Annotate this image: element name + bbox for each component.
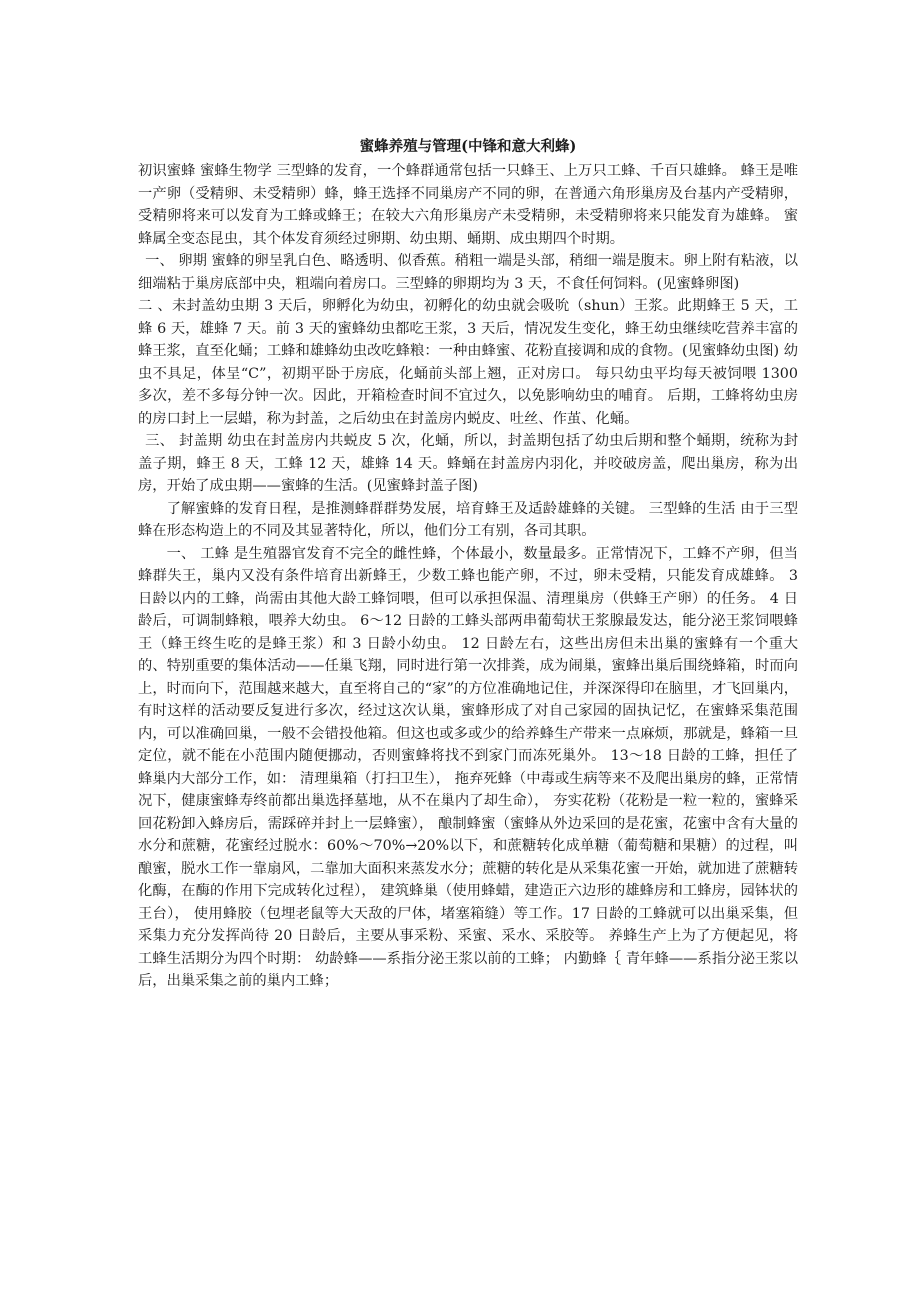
document-title: 蜜蜂养殖与管理(中锋和意大利蜂) (359, 138, 577, 155)
paragraph-development-summary: 了解蜜蜂的发育日程，是推测蜂群群势发展，培育蜂王及适龄雄蜂的关键。 三型蜂的生活 由于三型蜂在形态构造上的不同及其显著特化，所以，他们分工有别，各司其职。 (138, 500, 798, 539)
paragraph-egg-stage: 一、 卵期 蜜蜂的卵呈乳白色、略透明、似香蕉。稍粗一端是头部，稍细一端是腹末。卵上附有粘液，以细端粘于巢房底部中央，粗端向着房口。三型蜂的卵期均为 3 天，不食任何饲料。(见蜜蜂卵图) (138, 253, 798, 292)
document-body (138, 160, 798, 993)
paragraph-intro: 初识蜜蜂 蜜蜂生物学 三型蜂的发育，一个蜂群通常包括一只蜂王、上万只工蜂、千百只雄蜂。 蜂王是唯一产卵（受精卵、未受精卵）蜂，蜂王选择不同巢房产不同的卵，在普通六角形巢房及台基内产受精卵，受精卵将来可以发育为工蜂或蜂王；在较大六角形巢房产未受精卵，未受精卵将来只能发育为雄蜂。 蜜蜂属全变态昆虫，其个体发育须经过卵期、幼虫期、蛹期、成虫期四个时期。 (138, 163, 798, 247)
paragraph-capped-stage: 三、 封盖期 幼虫在封盖房内共蜕皮 5 次，化蛹，所以，封盖期包括了幼虫后期和整个蛹期，统称为封盖子期，蜂王 8 天，工蜂 12 天，雄蜂 14 天。蜂蛹在封盖房内羽化，并咬破房盖，爬出巢房，称为出房，开始了成虫期——蜜蜂的生活。(见蜜蜂封盖子图) (138, 433, 798, 494)
paragraph-larva-stage: 二 、未封盖幼虫期 3 天后，卵孵化为幼虫，初孵化的幼虫就会吸吮（shun）王浆。此期蜂王 5 天，工蜂 6 天，雄蜂 7 天。前 3 天的蜜蜂幼虫都吃王浆，3 天后，情况发生变化，蜂王幼虫继续吃营养丰富的蜂王浆，直至化蛹；工蜂和雄蜂幼虫改吃蜂粮：一种由蜂蜜、花粉直接调和成的食物。(见蜜蜂幼虫图) 幼虫不具足，体呈“C”，初期平卧于房底，化蛹前头部上翘，正对房口。 每只幼虫平均每天被饲喂 1300 多次，差不多每分钟一次。因此，开箱检查时间不宜过久，以免影响幼虫的哺育。 后期，工蜂将幼虫房的房口封上一层蜡，称为封盖，之后幼虫在封盖房内蜕皮、吐丝、作茧、化蛹。 (138, 298, 798, 427)
paragraph-worker-bee: 一、 工蜂 是生殖器官发育不完全的雌性蜂，个体最小，数量最多。正常情况下，工蜂不产卵，但当蜂群失王，巢内又没有条件培育出新蜂王，少数工蜂也能产卵，不过，卵未受精，只能发育成雄蜂。 3 日龄以内的工蜂，尚需由其他大龄工蜂饲喂，但可以承担保温、清理巢房（供蜂王产卵）的任务。 4 日龄后，可调制蜂粮，喂养大幼虫。 6～12 日龄的工蜂头部两串葡萄状王浆腺最发达，能分泌王浆饲喂蜂王（蜂王终生吃的是蜂王浆）和 3 日龄小幼虫。 12 日龄左右，这些出房但未出巢的蜜蜂有一个重大的、特别重要的集体活动——任巢飞翔，同时进行第一次排粪，成为闹巢，蜜蜂出巢后围绕蜂箱，时而向上，时而向下，范围越来越大，直至将自己的“家”的方位准确地记住，并深深得印在脑里，才飞回巢内，有时这样的活动要反复进行多次，经过这次认巢，蜜蜂形成了对自己家园的固执记忆，在蜜蜂采集范围内，可以准确回巢，一般不会错投他箱。但这也或多或少的给养蜂生产带来一点麻烦，那就是，蜂箱一旦定位，就不能在小范围内随便挪动，否则蜜蜂将找不到家门而冻死巢外。 13～18 日龄的工蜂，担任了蜂巢内大部分工作，如： 清理巢箱（打扫卫生）， 拖弃死蜂（中毒或生病等来不及爬出巢房的蜂，正常情况下，健康蜜蜂寿终前都出巢选择墓地，从不在巢内了却生命）， 夯实花粉（花粉是一粒一粒的，蜜蜂采回花粉卸入蜂房后，需踩碎并封上一层蜂蜜）， 酿制蜂蜜（蜜蜂从外边采回的是花蜜，花蜜中含有大量的水分和蔗糖，花蜜经过脱水：60%～70%→20%以下，和蔗糖转化成单糖（葡萄糖和果糖）的过程，叫酿蜜，脱水工作一靠扇风，二靠加大面积来蒸发水分；蔗糖的转化是从采集花蜜一开始，就加进了蔗糖转化酶，在酶的作用下完成转化过程）， 建筑蜂巢（使用蜂蜡，建造正六边形的雄蜂房和工蜂房，园钵状的王台）， 使用蜂胶（包埋老鼠等大天敌的尸体，堵塞箱缝）等工作。17 日龄的工蜂就可以出巢采集，但采集力充分发挥尚待 20 日龄后，主要从事采粉、采蜜、采水、采胶等。 养蜂生产上为了方便起见，将工蜂生活期分为四个时期： 幼龄蜂——系指分泌王浆以前的工蜂； 内勤蜂｛ 青年蜂——系指分泌王浆以后，出巢采集之前的巢内工蜂； (138, 545, 798, 989)
